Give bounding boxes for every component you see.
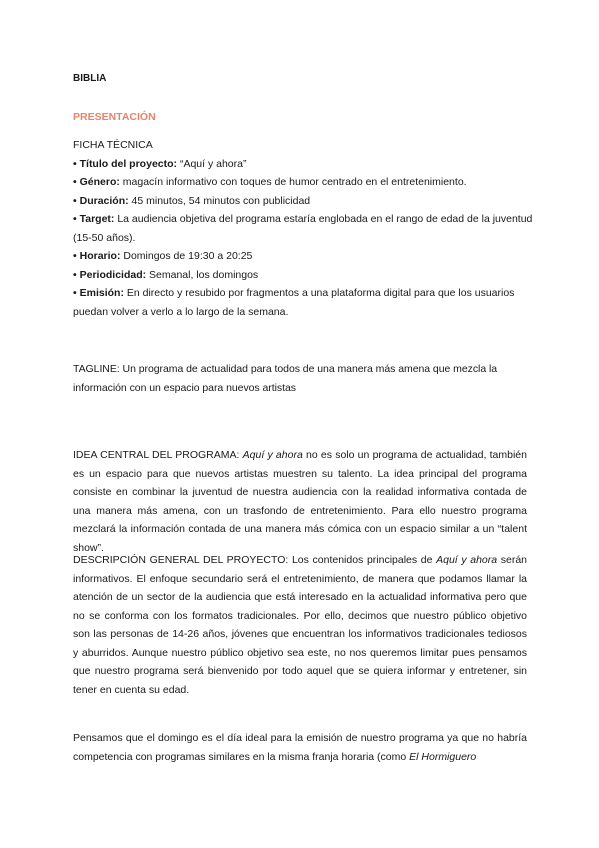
idea-label: IDEA CENTRAL DEL PROGRAMA: — [73, 449, 243, 461]
ficha-value: Semanal, los domingos — [146, 268, 259, 281]
ficha-label: Género: — [79, 176, 120, 188]
ficha-item-horario: • Horario: Domingos de 19:30 a 20:25 — [73, 250, 253, 262]
program-title: Aquí y ahora — [242, 449, 303, 461]
ficha-item-periodicidad: • Periodicidad: Semanal, los domingos — [73, 268, 259, 281]
ficha-item-titulo: • Título del proyecto: “Aquí y ahora” — [73, 157, 247, 170]
tagline-paragraph — [73, 360, 527, 397]
descripcion-paragraph — [73, 551, 527, 699]
ficha-label: Emisión: — [79, 287, 124, 299]
idea-paragraph — [73, 446, 527, 557]
ficha-tecnica — [73, 136, 533, 321]
descripcion-text: serán informativos. El enfoque secundario será el entretenimiento, de manera que podamos llamar la atención de un sector de la audiencia que está interesado en la actualidad informativa pero que no se conforma con los formatos tradicionales. Por ello, decimos que nuestro público objetivo son las personas de 14-26 años, jóvenes que encuentran los informativos tradicionales tediosos y aburridos. Aunque nuestro público objetivo sea este, no nos queremos limitar pues pensamos que nuestro programa será bienvenido por todo aquel que se quiera informar y entretener, sin tener en cuenta su edad. — [73, 554, 527, 696]
ficha-label: Periodicidad: — [79, 268, 147, 281]
idea-text: no es solo un programa de actualidad, también es un espacio para que nuevos artistas muestren su talento. La idea principal del programa consiste en combinar la juventud de nuestra audiencia con la realidad informativa contada de una manera más amena, con un trasfondo de entretenimiento. Para ello nuestro programa mezclará la información contada de una manera más cómica con un espacio similar a un “talent show”. — [73, 449, 527, 554]
ficha-label: Título del proyecto: — [79, 157, 178, 170]
reference-title: El Hormiguero — [409, 750, 477, 763]
ficha-item-emision: • Emisión: En directo y resubido por fragmentos a una plataforma digital para que los usuarios puedan volver a verlo a lo largo de la semana. — [73, 287, 515, 318]
tagline-label: TAGLINE: — [73, 363, 120, 375]
ficha-title: FICHA TÉCNICA — [73, 139, 153, 151]
ficha-value: Domingos de 19:30 a 20:25 — [120, 250, 253, 262]
ficha-value: En directo y resubido por fragmentos a una plataforma digital para que los usuarios puedan volver a verlo a lo largo de la semana. — [73, 287, 515, 318]
ficha-value: “Aquí y ahora” — [177, 157, 247, 170]
pensamos-text: Pensamos que el domingo es el día ideal para la emisión de nuestro programa ya que no habría competencia con programas similares en la misma franja horaria (como — [73, 732, 527, 763]
ficha-label: Target: — [79, 213, 115, 225]
ficha-item-genero: • Género: magacín informativo con toques de humor centrado en el entretenimiento. — [73, 176, 467, 188]
pensamos-paragraph — [73, 729, 527, 766]
ficha-label: Horario: — [79, 250, 121, 262]
document-heading: BIBLIA — [73, 73, 107, 84]
ficha-value: 45 minutos, 54 minutos con publicidad — [128, 194, 311, 207]
tagline-text: Un programa de actualidad para todos de una manera más amena que mezcla la información con un espacio para nuevos artistas — [73, 363, 498, 394]
section-heading: PRESENTACIÓN — [73, 111, 156, 123]
ficha-value: La audiencia objetiva del programa estaría englobada en el rango de edad de la juventud (15-50 años). — [73, 213, 533, 244]
ficha-item-target: • Target: La audiencia objetiva del programa estaría englobada en el rango de edad de la juventud (15-50 años). — [73, 213, 533, 244]
ficha-item-duracion: • Duración: 45 minutos, 54 minutos con publicidad — [73, 194, 311, 207]
program-title: Aquí y ahora — [436, 554, 498, 566]
descripcion-label: DESCRIPCIÓN GENERAL DEL PROYECTO: Los contenidos principales de — [73, 554, 437, 566]
ficha-label: Duración: — [79, 194, 129, 207]
ficha-value: magacín informativo con toques de humor centrado en el entretenimiento. — [119, 176, 467, 188]
